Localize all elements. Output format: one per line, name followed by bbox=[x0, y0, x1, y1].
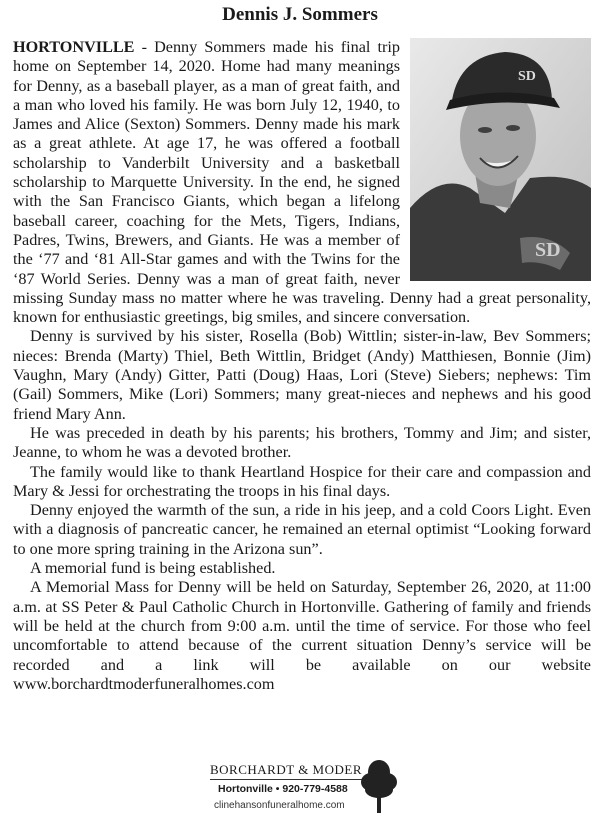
jersey-logo: SD bbox=[535, 239, 561, 261]
paragraph-1-text: - Denny Sommers made his final trip home on September 14, 2020. Home had many meanings for Denny, as a baseball player, as a man of great faith, and a man who loved his family. He was born July 12, 1940, to James and Alice (Sexton) Sommers. Denny made his mark as a great athlete. At age 17, he was offered a football scholarship to Vanderbilt University and a basketball scholarship to Marquette University. In the end, he signed with the San Francisco Giants, which began a lifelong baseball career, coaching for the Mets, Tigers, Indians, Padres, Twins, Brewers, and Giants. He was a member of the ‘77 and ‘81 All-Star games and with the Twins for the ‘87 World Series. Denny was a man of great faith, never missing Sunday mass no matter where he was traveling. Denny had a great personality, known for enthusiastic greetings, big smiles, and sincere conversation. bbox=[13, 38, 591, 327]
obituary-title: Dennis J. Sommers bbox=[222, 4, 378, 25]
paragraph-2: Denny is survived by his sister, Rosella (Bob) Wittlin; sister-in-law, Bev Sommers; nieces: Brenda (Marty) Thiel, Beth Wittlin, Bridget (Andy) Matthiesen, Bonnie (Jim) Vaughn, Mary (Andy) Gitter, Patti (Doug) Haas, Lori (Steve) Siebers; nephews: Tim (Gail) Sommers, Mike (Lori) Sommers; many great-nieces and nephews and his good friend Mary Ann. bbox=[13, 327, 591, 423]
paragraph-4: The family would like to thank Heartland Hospice for their care and compassion and Mary & Jessi for orchestrating the troops in his final days. bbox=[13, 462, 591, 500]
obituary-body bbox=[13, 38, 591, 694]
paragraph-7: A Memorial Mass for Denny will be held on Saturday, September 26, 2020, at 11:00 a.m. at SS Peter & Paul Catholic Church in Hortonville. Gathering of family and friends will be held at the church from 9:00 a.m. until the time of service. For those who feel uncomfortable to attend because of the current situation Denny’s service will be recorded and a link will be available on our website www.borchardtmoderfuneralhomes.com bbox=[13, 578, 591, 693]
company-name: BORCHARDT & MODER bbox=[210, 762, 363, 777]
paragraph-6: A memorial fund is being established. bbox=[30, 559, 276, 578]
funeral-home-website: clinehansonfuneralhome.com bbox=[214, 800, 345, 811]
city-phone: Hortonville • 920-779-4588 bbox=[218, 783, 348, 795]
portrait-photo-icon bbox=[410, 38, 591, 281]
funeral-home-logo bbox=[200, 758, 400, 816]
cap-logo: SD bbox=[518, 69, 536, 84]
paragraph-3: He was preceded in death by his parents; his brothers, Tommy and Jim; and sister, Jeanne, to whom he was a devoted brother. bbox=[13, 423, 591, 462]
portrait-photo bbox=[410, 38, 591, 281]
dateline: HORTONVILLE bbox=[13, 38, 135, 56]
paragraph-5: Denny enjoyed the warmth of the sun, a ride in his jeep, and a cold Coors Light. Even with a diagnosis of pancreatic cancer, he remained an eternal optimist “Looking forward to one more spring training in the Arizona sun”. bbox=[13, 501, 591, 558]
tree-icon bbox=[360, 758, 398, 814]
logo-divider bbox=[210, 779, 362, 780]
